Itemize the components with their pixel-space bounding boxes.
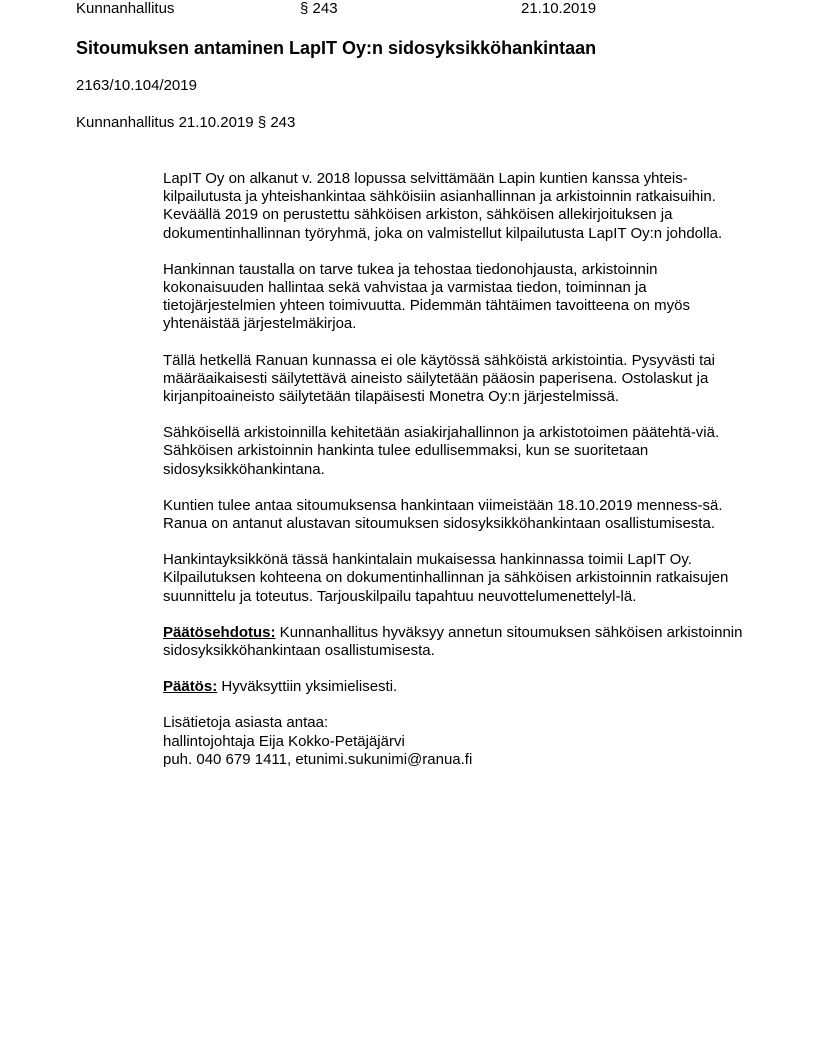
- record-id: 2163/10.104/2019: [76, 77, 197, 94]
- paragraph: Sähköisellä arkistoinnilla kehitetään asiakirjahallinnon ja arkistotoimen päätehtä-viä. Sähköisen arkistoinnin hankinta tulee edullisemmaksi, kun se suoritetaan sidosyksikköhankintana.: [163, 424, 720, 478]
- header-section-number: § 243: [300, 0, 338, 17]
- header-committee: Kunnanhallitus: [76, 0, 175, 17]
- decision-text: Hyväksyttiin yksimielisesti.: [217, 678, 398, 696]
- contact-info: [163, 714, 743, 769]
- contact-person: hallintojohtaja Eija Kokko-Petäjäjärvi: [163, 732, 405, 750]
- decision-proposal: [163, 624, 743, 660]
- decision-label: Päätös:: [163, 678, 218, 696]
- paragraph: Hankintayksikkönä tässä hankintalain mukaisessa hankinnassa toimii LapIT Oy. Kilpailutuksen kohteena on dokumentinhallinnan ja sähköisen arkistoinnin ratkaisujen suunnittelu ja toteutus. Tarjouskilpailu tapahtuu neuvottelumenettelyl-lä.: [163, 551, 729, 605]
- decision-proposal-label: Päätösehdotus:: [163, 623, 276, 641]
- paragraph: Hankinnan taustalla on tarve tukea ja tehostaa tiedonohjausta, arkistoinnin kokonaisuuden hallintaa sekä vahvistaa ja varmistaa tiedon, toiminnan ja tietojärjestelmien yhteen toimivuutta. Pidemmän tähtäimen tavoitteena on myös yhtenäistää järjestelmäkirjoa.: [163, 260, 690, 333]
- paragraph: Kuntien tulee antaa sitoumuksensa hankintaan viimeistään 18.10.2019 menness-sä. Ranua on antanut alustavan sitoumuksen sidosyksikköhankintaan osallistumisesta.: [163, 496, 723, 533]
- page-header: [0, 0, 816, 20]
- decision: [163, 678, 743, 696]
- contact-intro: Lisätietoja asiasta antaa:: [163, 714, 329, 732]
- header-date: 21.10.2019: [521, 0, 597, 17]
- document-body: [163, 170, 743, 769]
- document-title: Sitoumuksen antaminen LapIT Oy:n sidosyksikköhankintaan: [76, 38, 597, 58]
- contact-phone-email: puh. 040 679 1411, etunimi.sukunimi@ranua.fi: [163, 750, 473, 768]
- paragraph: Tällä hetkellä Ranuan kunnassa ei ole käytössä sähköistä arkistointia. Pysyvästi tai määräaikaisesti säilytettävä aineisto säilytetään pääosin paperisena. Ostolaskut ja kirjanpitoaineisto säilytetään tilapäisesti Monetra Oy:n järjestelmissä.: [163, 351, 715, 406]
- meeting-reference: Kunnanhallitus 21.10.2019 § 243: [76, 114, 296, 131]
- decision-proposal-text: Kunnanhallitus hyväksyy annetun sitoumuksen sähköisen arkistoinnin sidosyksikköhankintaan osallistumisesta.: [163, 623, 743, 660]
- paragraph: LapIT Oy on alkanut v. 2018 lopussa selvittämään Lapin kuntien kanssa yhteis-kilpailutusta ja yhteishankintaa sähköisiin asianhallinnan ja arkistoinnin ratkaisuihin. Keväällä 2019 on perustettu sähköisen arkiston, sähköisen allekirjoituksen ja dokumentinhallinnan työryhmä, joka on valmistellut kilpailutusta LapIT Oy:n johdolla.: [163, 170, 723, 242]
